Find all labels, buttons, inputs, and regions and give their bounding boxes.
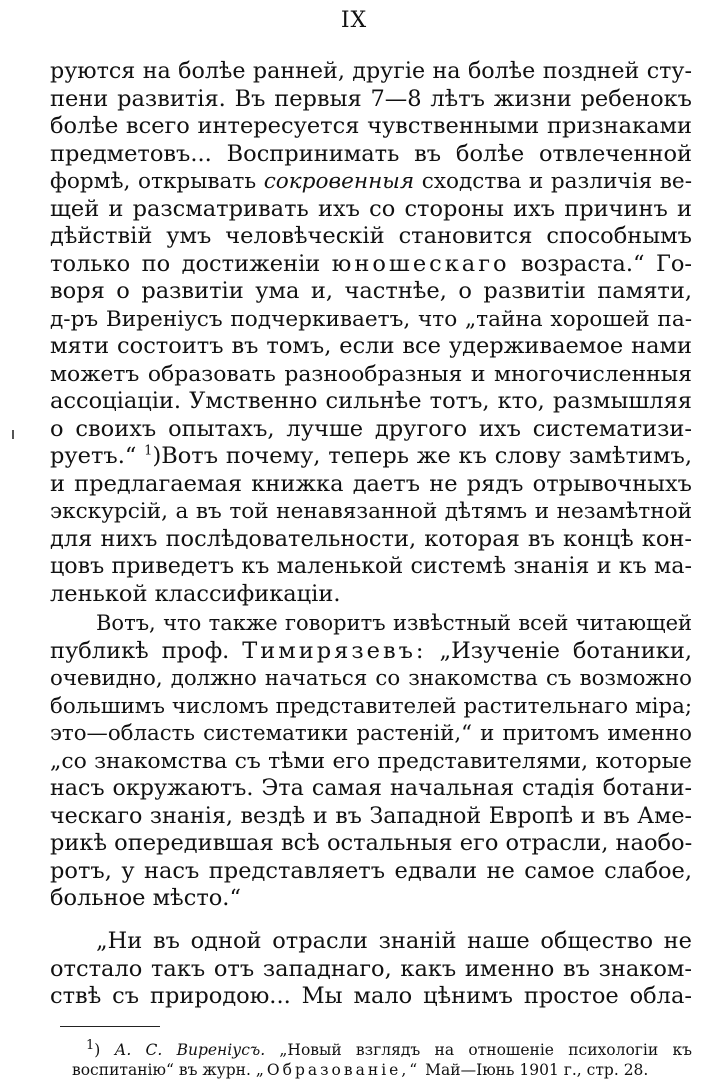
text-line: рикѣ опередившая всѣ остальныя его отрасли, наобо- (50, 830, 693, 856)
footnote (72, 1037, 693, 1080)
text-line: ствѣ съ природою... Мы мало цѣнимъ простое обла- (50, 983, 692, 1009)
footnote-paren: ) (94, 1041, 101, 1059)
text-line: дѣйствій умъ человѣческій становится способнымъ (50, 223, 692, 249)
paragraph-3 (50, 928, 692, 1011)
text-line: щей и разсматривать ихъ со стороны ихъ причинъ и (50, 195, 692, 222)
text-line: болѣе всего интересуется чувственными признаками (50, 113, 692, 139)
text-line: большимъ числомъ представителей растительнаго міра; (50, 693, 692, 719)
margin-mark (12, 430, 14, 439)
paragraph-2 (50, 610, 692, 913)
text-line: насъ окружаютъ. Эта самая начальная стадія ботани- (50, 775, 692, 801)
footnote-author: А. С. Виреніусъ. (114, 1041, 266, 1059)
text-line (50, 443, 692, 471)
footnote-line (72, 1037, 693, 1060)
text-line: ленькой классификаціи. (50, 580, 341, 607)
text-line: отстало такъ отъ западнаго, какъ именно въ знаком- (50, 955, 692, 982)
text-line (50, 168, 692, 196)
text-line: ротъ, у насъ представляетъ едвали не самое слабое, (50, 857, 692, 884)
text-line: ассоціаціи. Умственно сильнѣе тотъ, кто, размышляя (50, 388, 692, 414)
text-segment: Май—Іюнь 1901 г., стр. 28. (425, 1061, 649, 1079)
text-segment: сходства и различія ве- (421, 169, 692, 194)
text-line: предметовъ... Воспринимать въ болѣе отвлеченной (50, 140, 692, 167)
text-line: руются на болѣе ранней, другіе на болѣе поздней сту- (50, 58, 692, 84)
footnote-journal: „Образованіе,“ (255, 1061, 421, 1079)
text-line: д-ръ Виреніусъ подчеркиваетъ, что „тайна хорошей па- (50, 306, 692, 332)
text-line: для нихъ послѣдовательности, которая въ концѣ кон- (50, 525, 692, 552)
text-line: пени развитія. Въ первыя 7—8 лѣтъ жизни ребенокъ (50, 85, 692, 112)
text-line: мяти состоитъ въ томъ, если все удерживаемое нами (50, 333, 692, 359)
text-line: ческаго знанія, вездѣ и въ Западной Европѣ и въ Аме- (50, 802, 692, 829)
text-line (50, 251, 692, 279)
text-segment: руетъ.“ (50, 443, 137, 469)
text-line: экскурсій, а въ той ненавязанной дѣтямъ и незамѣтной (50, 499, 692, 524)
text-line: „со знакомства съ тѣми его представителями, которые (50, 748, 692, 774)
paragraph-1 (50, 58, 692, 608)
text-line: и предлагаемая книжка даетъ не рядъ отрывочныхъ (50, 470, 692, 497)
text-segment: воспитанію“ въ журн. (72, 1061, 251, 1079)
text-line: „Ни въ одной отрасли знаній наше общество не (96, 928, 692, 954)
footnote-ref: 1 (144, 443, 153, 459)
page-number: IX (340, 8, 368, 33)
footnote-divider (60, 1026, 160, 1027)
text-line (50, 638, 692, 666)
text-segment: „Новый взглядъ на отношеніе психологіи къ (279, 1041, 693, 1059)
text-line: это—область систематики растеній,“ и притомъ именно (50, 721, 692, 746)
text-line: очевидно, должно начаться со знакомства съ возможно (50, 666, 692, 691)
text-segment: только по достиженіи (50, 250, 321, 277)
text-line: о своихъ опытахъ, лучше другого ихъ систематизи- (50, 415, 692, 442)
text-segment: формѣ, открывать (50, 169, 257, 194)
text-line: больное мѣсто.“ (50, 885, 241, 911)
footnote-line (72, 1060, 692, 1080)
text-line: воря о развитіи ума и, частнѣе, о развитіи памяти, (50, 278, 692, 304)
text-segment: „Изученіе ботаники, (439, 637, 693, 664)
text-segment: публикѣ проф. (50, 637, 230, 664)
text-line: Вотъ, что также говоритъ извѣстный всей читающей (96, 611, 692, 635)
footnote-marker: 1 (86, 1037, 95, 1053)
text-line: цовъ приведетъ къ маленькой системѣ знанія и къ ма- (50, 553, 692, 579)
spaced-word: юношескаго (331, 250, 510, 277)
spaced-word: Тимирязевъ: (242, 637, 427, 664)
text-segment: возраста.“ Го- (521, 250, 692, 277)
text-line: можетъ образовать разнообразныя и многочисленныя (50, 361, 692, 387)
italic-word: сокровенныя (263, 169, 415, 194)
text-segment: )Вотъ почему, теперь же къ слову замѣтимъ, (152, 443, 692, 469)
